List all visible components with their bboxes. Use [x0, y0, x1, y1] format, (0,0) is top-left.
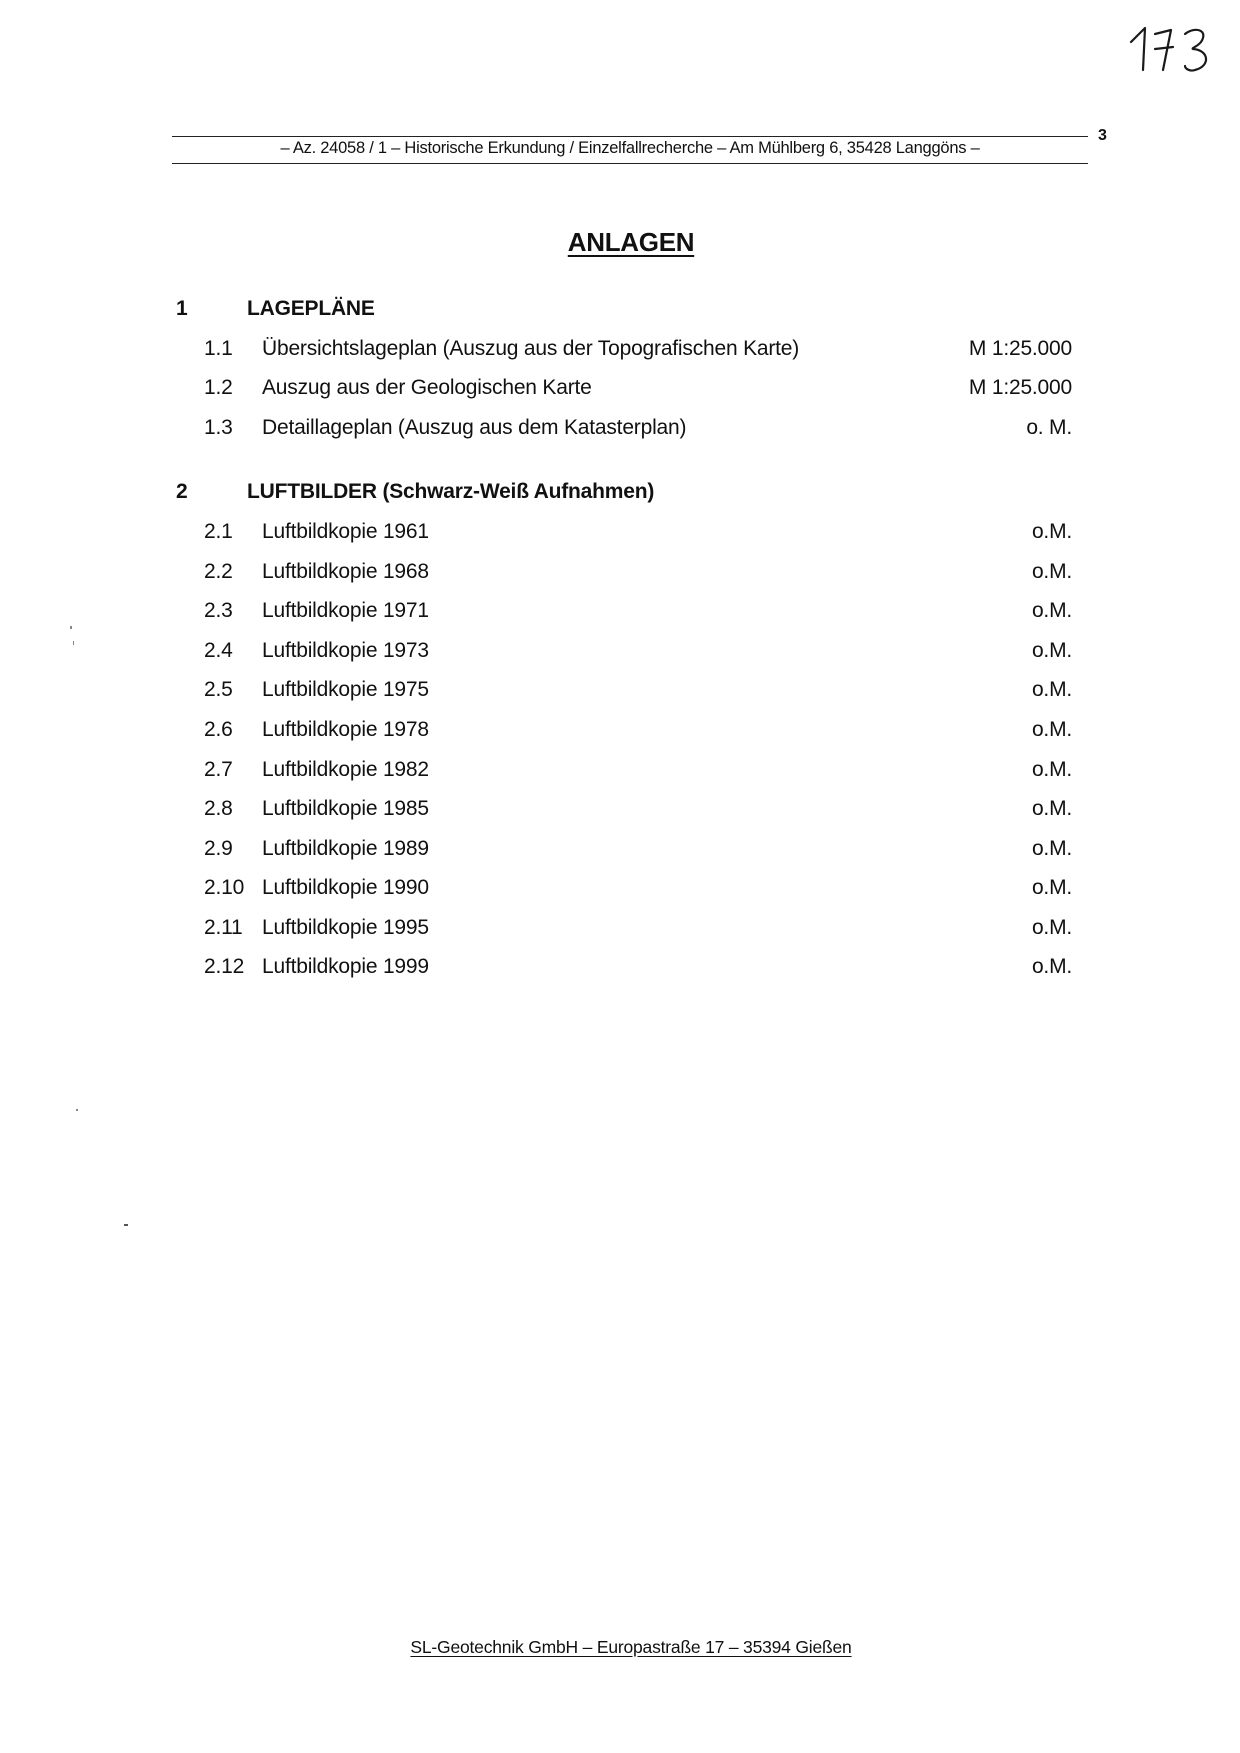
item-label: Luftbildkopie 1982: [262, 758, 429, 781]
list-item: [0, 639, 1072, 669]
list-item: [0, 376, 1072, 406]
list-item: [0, 876, 1072, 906]
list-item: [0, 718, 1072, 748]
scan-speck: [124, 1224, 128, 1226]
item-number: 2.11: [204, 916, 243, 939]
list-item: [0, 678, 1072, 708]
list-item: [0, 337, 1072, 367]
item-number: 2.2: [204, 560, 233, 583]
section-number: 1: [176, 297, 188, 320]
item-label: Detaillageplan (Auszug aus dem Katasterplan): [262, 416, 687, 439]
item-number: 1.2: [204, 376, 233, 399]
item-label: Luftbildkopie 1978: [262, 718, 429, 741]
section-heading: [0, 480, 1072, 510]
item-number: 1.1: [204, 337, 233, 360]
item-number: 2.12: [204, 955, 245, 978]
item-number: 2.10: [204, 876, 245, 899]
item-label: Luftbildkopie 1971: [262, 599, 429, 622]
item-scale: M 1:25.000: [968, 337, 1072, 360]
list-item: [0, 599, 1072, 629]
item-number: 2.4: [204, 639, 233, 662]
item-scale: o.M.: [1031, 678, 1072, 701]
item-scale: o.M.: [1031, 560, 1072, 583]
section-title: LUFTBILDER (Schwarz-Weiß Aufnahmen): [247, 480, 655, 503]
section-title: LAGEPLÄNE: [247, 297, 375, 320]
item-scale: o.M.: [1031, 599, 1072, 622]
item-scale: o.M.: [1031, 639, 1072, 662]
list-item: [0, 520, 1072, 550]
item-number: 2.5: [204, 678, 233, 701]
item-scale: o.M.: [1031, 876, 1072, 899]
handwritten-page-number-drawing: [1125, 22, 1221, 76]
item-scale: o.M.: [1031, 955, 1072, 978]
item-scale: o.M.: [1031, 718, 1072, 741]
item-label: Luftbildkopie 1975: [262, 678, 429, 701]
item-number: 2.7: [204, 758, 233, 781]
item-label: Luftbildkopie 1985: [262, 797, 429, 820]
document-title: ANLAGEN: [567, 227, 695, 257]
header-reference-line: – Az. 24058 / 1 – Historische Erkundung / Einzelfallrecherche – Am Mühlberg 6, 35428 Langgöns –: [280, 139, 980, 157]
item-scale: M 1:25.000: [968, 376, 1072, 399]
item-scale: o. M.: [1026, 416, 1072, 439]
item-label: Übersichtslageplan (Auszug aus der Topografischen Karte): [262, 337, 800, 360]
item-number: 2.9: [204, 837, 233, 860]
scan-speck: [73, 641, 74, 645]
list-item: [0, 416, 1072, 446]
item-label: Luftbildkopie 1999: [262, 955, 429, 978]
item-label: Luftbildkopie 1990: [262, 876, 429, 899]
scan-speck: [76, 1109, 78, 1111]
page-number: 3: [1098, 127, 1107, 144]
item-label: Luftbildkopie 1995: [262, 916, 429, 939]
item-scale: o.M.: [1031, 797, 1072, 820]
section-heading: [0, 297, 1072, 327]
item-scale: o.M.: [1031, 916, 1072, 939]
list-item: [0, 758, 1072, 788]
item-label: Luftbildkopie 1989: [262, 837, 429, 860]
item-label: Luftbildkopie 1973: [262, 639, 429, 662]
scan-speck: [70, 626, 72, 629]
item-scale: o.M.: [1031, 520, 1072, 543]
item-scale: o.M.: [1031, 758, 1072, 781]
item-label: Auszug aus der Geologischen Karte: [262, 376, 592, 399]
item-number: 1.3: [204, 416, 233, 439]
footer-address: SL-Geotechnik GmbH – Europastraße 17 – 35394 Gießen: [410, 1637, 852, 1657]
item-number: 2.3: [204, 599, 233, 622]
list-item: [0, 797, 1072, 827]
list-item: [0, 916, 1072, 946]
item-scale: o.M.: [1031, 837, 1072, 860]
list-item: [0, 560, 1072, 590]
header-bottom-rule: [172, 163, 1088, 164]
item-number: 2.1: [204, 520, 233, 543]
item-number: 2.8: [204, 797, 233, 820]
section-number: 2: [176, 480, 188, 503]
handwritten-page-number: [1125, 22, 1221, 76]
item-number: 2.6: [204, 718, 233, 741]
header-top-rule: [172, 136, 1088, 137]
item-label: Luftbildkopie 1961: [262, 520, 429, 543]
list-item: [0, 837, 1072, 867]
list-item: [0, 955, 1072, 985]
item-label: Luftbildkopie 1968: [262, 560, 429, 583]
